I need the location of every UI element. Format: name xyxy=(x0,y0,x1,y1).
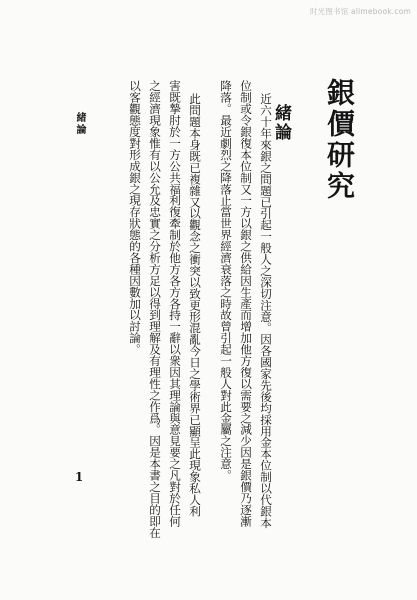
watermark-stamp: 时光图书馆 alimebook.com xyxy=(309,7,411,16)
page-number: 1 xyxy=(72,470,86,484)
body-column-1: 近六十年來銀之問題已引起一般人之深切注意。因各國家先後均採用金本位制以代銀本 xyxy=(259,93,273,529)
body-column-2: 位制或令銀復本位制又一方以銀之供給因生產而增加他方復以需要之減少因是銀價乃逐漸 xyxy=(239,80,253,527)
chapter-title: 緒論 xyxy=(271,104,291,142)
book-title: 銀價研究 xyxy=(323,78,356,202)
body-column-6: 之經濟現象惟有以公允及忠實之分析方足以得到理解及有理性之作爲。因是本書之目的即在 xyxy=(148,80,162,538)
running-head: 緒論 xyxy=(74,112,85,136)
body-column-3: 降落。最近劇烈之降落止當世界經濟衰落之時故曾引起一般人對此金屬之注意。 xyxy=(219,80,233,481)
body-column-4: 此問題本身既已複雜又以觀念之衝突以致更形混亂今日之學術界已顯呈此現象私人利 xyxy=(188,93,202,517)
body-column-5: 害既摯肘於一方公共福利復牽制於他方各方各持一辭以衆因其理論與意見要之凡對於任何 xyxy=(168,80,182,527)
body-column-7: 以客觀態度對形成銀之現存狀態的各種因數加以討論。 xyxy=(128,80,142,355)
